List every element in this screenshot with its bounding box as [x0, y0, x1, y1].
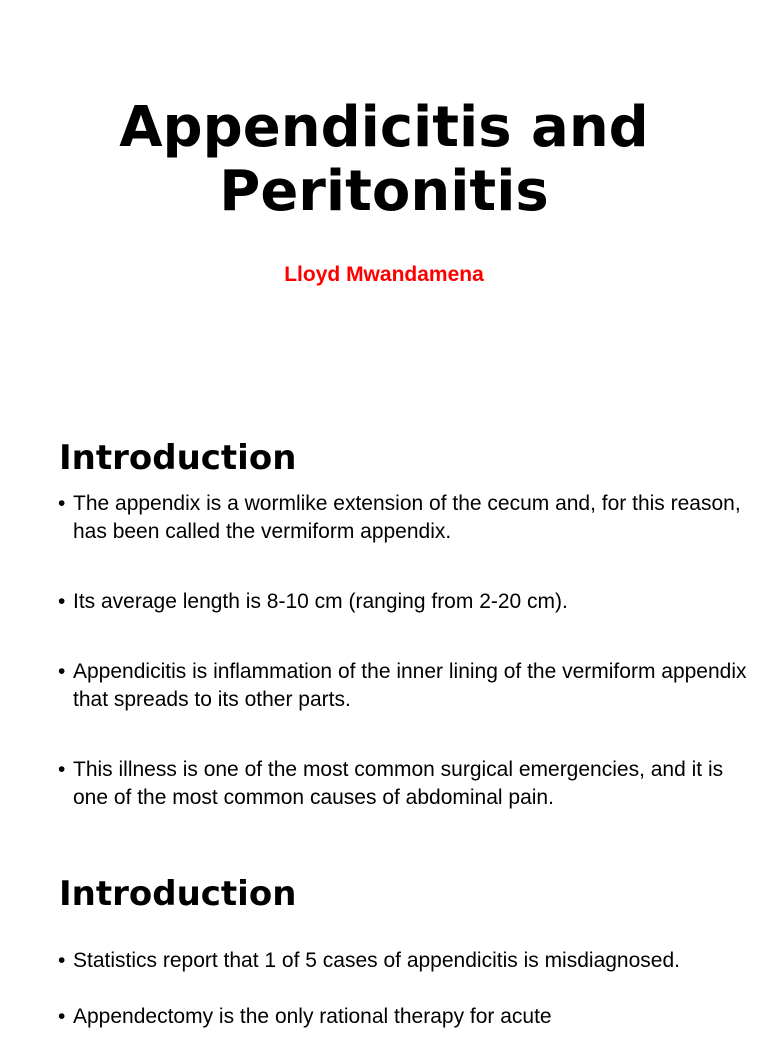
bullet-icon: • [58, 660, 66, 683]
bullet-item [58, 1003, 758, 1031]
bullet-list [58, 490, 758, 854]
bullet-item [58, 588, 758, 616]
bullet-icon: • [58, 949, 66, 972]
bullet-icon: • [58, 1005, 66, 1028]
bullet-icon: • [58, 492, 66, 515]
bullet-icon: • [58, 758, 66, 781]
bullet-list [58, 947, 758, 1059]
bullet-text: Its average length is 8-10 cm (ranging from 2-20 cm). [73, 590, 568, 613]
bullet-item [58, 756, 758, 812]
bullet-text: Appendectomy is the only rational therapy for acute [73, 1005, 552, 1028]
bullet-text: Statistics report that 1 of 5 cases of appendicitis is misdiagnosed. [73, 949, 680, 972]
title-line-2: Peritonitis [219, 159, 549, 224]
bullet-text: This illness is one of the most common surgical emergencies, and it is one of the most common causes of abdominal pain. [73, 758, 724, 809]
bullet-icon: • [58, 590, 66, 613]
bullet-item [58, 490, 758, 546]
bullet-item [58, 658, 758, 714]
slide-heading: Introduction [59, 874, 297, 914]
title-slide [0, 0, 768, 430]
slide-heading: Introduction [59, 438, 297, 478]
bullet-item [58, 947, 758, 975]
bullet-text: The appendix is a wormlike extension of the cecum and, for this reason, has been called the vermiform appendix. [73, 492, 741, 543]
presentation-title [0, 96, 768, 224]
title-line-1: Appendicitis and [119, 95, 649, 160]
author-name: Lloyd Mwandamena [284, 263, 484, 286]
bullet-text: Appendicitis is inflammation of the inner lining of the vermiform appendix that spreads to its other parts. [73, 660, 747, 711]
